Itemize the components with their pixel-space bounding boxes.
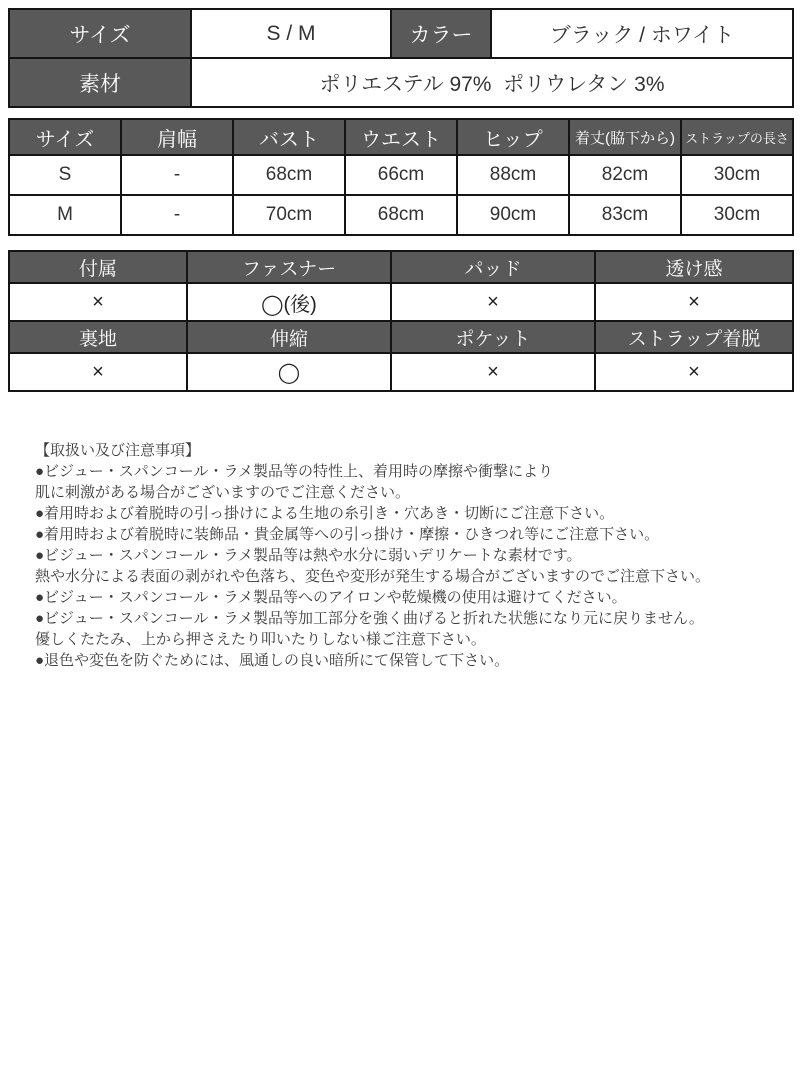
features-value-row-1 bbox=[9, 283, 793, 321]
note-line: 熱や水分による表面の剥がれや色落ち、変色や変形が発生する場合がございますのでご注意下さい。 bbox=[35, 568, 711, 585]
note-line: ●ビジュー・スパンコール・ラメ製品等加工部分を強く曲げると折れた状態になり元に戻りません。 bbox=[35, 610, 704, 627]
cell: ◯ bbox=[187, 353, 391, 391]
color-label: カラー bbox=[391, 9, 491, 58]
note-line: ●退色や変色を防ぐためには、風通しの良い暗所にて保管して下さい。 bbox=[35, 652, 510, 669]
col-header-stretch: 伸縮 bbox=[187, 321, 391, 353]
cell: M bbox=[9, 195, 121, 235]
cell: 30cm bbox=[681, 155, 793, 195]
cell: S bbox=[9, 155, 121, 195]
col-header-sheerness: 透け感 bbox=[595, 251, 793, 283]
measurements-header-row bbox=[9, 119, 793, 155]
features-header-row-2 bbox=[9, 321, 793, 353]
cell: - bbox=[121, 155, 233, 195]
cell: ◯(後) bbox=[187, 283, 391, 321]
col-header-size: サイズ bbox=[9, 119, 121, 155]
col-header-waist: ウエスト bbox=[345, 119, 457, 155]
note-line: ●着用時および着脱時の引っ掛けによる生地の糸引き・穴あき・切断にご注意下さい。 bbox=[35, 505, 615, 522]
cell: - bbox=[121, 195, 233, 235]
cell: × bbox=[595, 353, 793, 391]
cell: × bbox=[391, 283, 595, 321]
cell: 90cm bbox=[457, 195, 569, 235]
material-label: 素材 bbox=[9, 58, 191, 107]
notes-title: 【取扱い及び注意事項】 bbox=[35, 442, 201, 459]
col-header-length: 着丈(脇下から) bbox=[569, 119, 681, 155]
col-header-pocket: ポケット bbox=[391, 321, 595, 353]
cell: 83cm bbox=[569, 195, 681, 235]
col-header-hip: ヒップ bbox=[457, 119, 569, 155]
note-line: ●ビジュー・スパンコール・ラメ製品等の特性上、着用時の摩擦や衝撃により bbox=[35, 463, 554, 480]
col-header-accessories: 付属 bbox=[9, 251, 187, 283]
col-header-shoulder: 肩幅 bbox=[121, 119, 233, 155]
features-table bbox=[8, 250, 794, 392]
cell: 68cm bbox=[233, 155, 345, 195]
col-header-strap-detachable: ストラップ着脱 bbox=[595, 321, 793, 353]
size-color-material-table bbox=[8, 8, 794, 108]
cell: 66cm bbox=[345, 155, 457, 195]
table-row bbox=[9, 9, 793, 58]
handling-notes bbox=[35, 440, 780, 671]
col-header-bust: バスト bbox=[233, 119, 345, 155]
measurements-table bbox=[8, 118, 794, 236]
table-row-size-m bbox=[9, 195, 793, 235]
cell: 82cm bbox=[569, 155, 681, 195]
cell: 88cm bbox=[457, 155, 569, 195]
cell: 70cm bbox=[233, 195, 345, 235]
size-label: サイズ bbox=[9, 9, 191, 58]
cell: × bbox=[9, 353, 187, 391]
cell: × bbox=[9, 283, 187, 321]
size-value: S / M bbox=[191, 9, 391, 58]
cell: × bbox=[595, 283, 793, 321]
features-value-row-2 bbox=[9, 353, 793, 391]
col-header-pad: パッド bbox=[391, 251, 595, 283]
color-value: ブラック / ホワイト bbox=[491, 9, 793, 58]
table-row-size-s bbox=[9, 155, 793, 195]
material-value: ポリエステル 97% ポリウレタン 3% bbox=[191, 58, 793, 107]
note-line: 優しくたたみ、上から押さえたり叩いたりしない様ご注意下さい。 bbox=[35, 631, 486, 648]
note-line: ●着用時および着脱時に装飾品・貴金属等への引っ掛け・摩擦・ひきつれ等にご注意下さい。 bbox=[35, 526, 660, 543]
note-line: 肌に刺激がある場合がございますのでご注意ください。 bbox=[35, 484, 411, 501]
cell: 30cm bbox=[681, 195, 793, 235]
col-header-strap-length: ストラップの長さ bbox=[681, 119, 793, 155]
note-line: ●ビジュー・スパンコール・ラメ製品等は熱や水分に弱いデリケートな素材です。 bbox=[35, 547, 582, 564]
table-row bbox=[9, 58, 793, 107]
note-line: ●ビジュー・スパンコール・ラメ製品等へのアイロンや乾燥機の使用は避けてください。 bbox=[35, 589, 627, 606]
col-header-zipper: ファスナー bbox=[187, 251, 391, 283]
cell: 68cm bbox=[345, 195, 457, 235]
col-header-lining: 裏地 bbox=[9, 321, 187, 353]
features-header-row-1 bbox=[9, 251, 793, 283]
cell: × bbox=[391, 353, 595, 391]
